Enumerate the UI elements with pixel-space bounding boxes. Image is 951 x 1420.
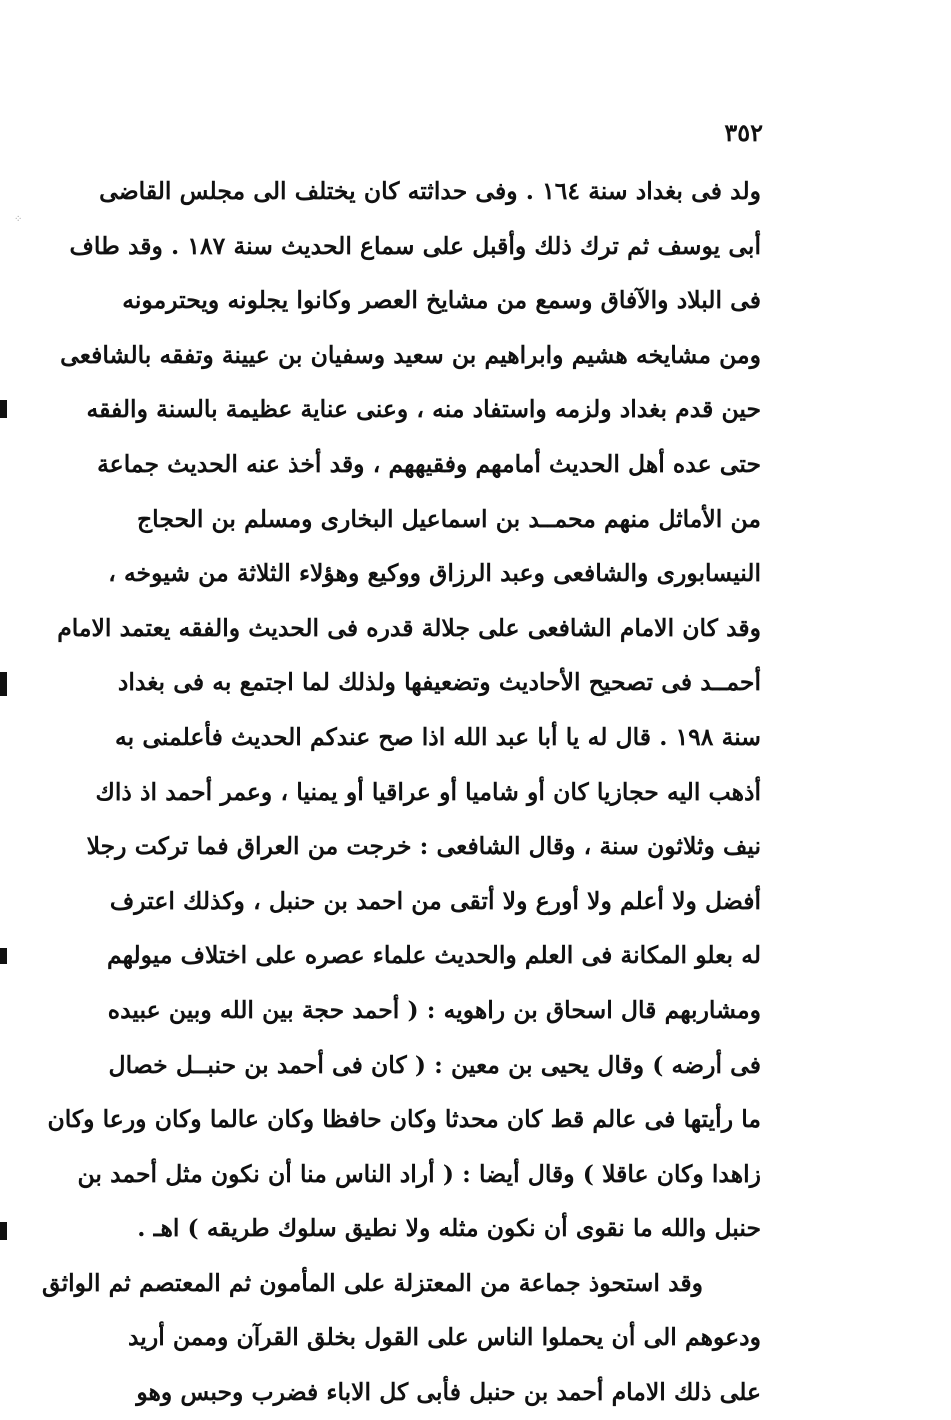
text-line: ودعوهم الى أن يحملوا الناس على القول بخلق القرآن وممن أريد [127,1323,761,1352]
text-line: على ذلك الامام أحمد بن حنبل فأبى كل الاباء فضرب وحبس وهو [136,1378,761,1407]
text-line: ما رأيتها فى عالم قط كان محدثا وكان حافظا وكان عالما وكان ورعا وكان [47,1105,761,1134]
scan-edge-mark [0,400,7,418]
text-line: حنبل والله ما نقوى أن نكون مثله ولا نطيق سلوك طريقه ) اهـ . [137,1214,761,1243]
text-line: أبى يوسف ثم ترك ذلك وأقبل على سماع الحديث سنة ١٨٧ . وقد طاف [69,231,761,260]
text-line: ومشاربهم قال اسحاق بن راهويه : ( أحمد حجة بين الله وبين عبيده [107,995,761,1024]
text-line: فى أرضه ) وقال يحيى بن معين : ( كان فى أحمد بن حنبــل خصال [108,1050,761,1079]
body-text [41,164,761,1420]
scan-speck: ⁘ [14,214,23,225]
text-line: سنة ١٩٨ . قال له يا أبا عبد الله اذا صح عندكم الحديث فأعلمنى به [115,722,761,751]
text-line: حين قدم بغداد ولزمه واستفاد منه ، وعنى عناية عظيمة بالسنة والفقه [86,395,761,424]
text-line: وقد كان الامام الشافعى على جلالة قدره فى الحديث والفقه يعتمد الامام [57,613,761,642]
scan-edge-mark [0,672,7,696]
text-line: أحمــد فى تصحيح الأحاديث وتضعيفها ولذلك لما اجتمع به فى بغداد [117,668,761,697]
text-line: له بعلو المكانة فى العلم والحديث علماء عصره على اختلاف ميولهم [107,941,761,970]
text-line: أذهب اليه حجازيا كان أو شاميا أو عراقيا أو يمنيا ، وعمر أحمد اذ ذاك [95,777,761,806]
text-line: حتى عده أهل الحديث أمامهم وفقيههم ، وقد أخذ عنه الحديث جماعة [97,449,761,478]
text-line: زاهدا وكان عاقلا ) وقال أيضا : ( أراد الناس منا أن نكون مثل أحمد بن [77,1159,761,1188]
scan-edge-mark [0,948,7,964]
scan-edge-mark [0,1222,7,1240]
page-number: ٣٥٢ [724,118,763,147]
text-line: نيف وثلاثون سنة ، وقال الشافعى : خرجت من العراق فما تركت رجلا [86,832,761,861]
text-line: وقد استحوذ جماعة من المعتزلة على المأمون ثم المعتصم ثم الواثق [41,1268,703,1297]
text-line: أفضل ولا أعلم ولا أورع ولا أتقى من احمد بن حنبل ، وكذلك اعترف [109,886,761,915]
text-line: النيسابورى والشافعى وعبد الرزاق ووكيع وهؤلاء الثلاثة من شيوخه ، [108,559,761,588]
text-line: فى البلاد والآفاق وسمع من مشايخ العصر وكانوا يجلونه ويحترمونه [122,286,761,315]
text-line: ومن مشايخه هشيم وابراهيم بن سعيد وسفيان بن عيينة وتفقه بالشافعى [60,340,761,369]
text-line: من الأماثل منهم محمــد بن اسماعيل البخارى ومسلم بن الحجاج [137,504,761,533]
text-line: ولد فى بغداد سنة ١٦٤ . وفى حداثته كان يختلف الى مجلس القاضى [99,177,761,205]
